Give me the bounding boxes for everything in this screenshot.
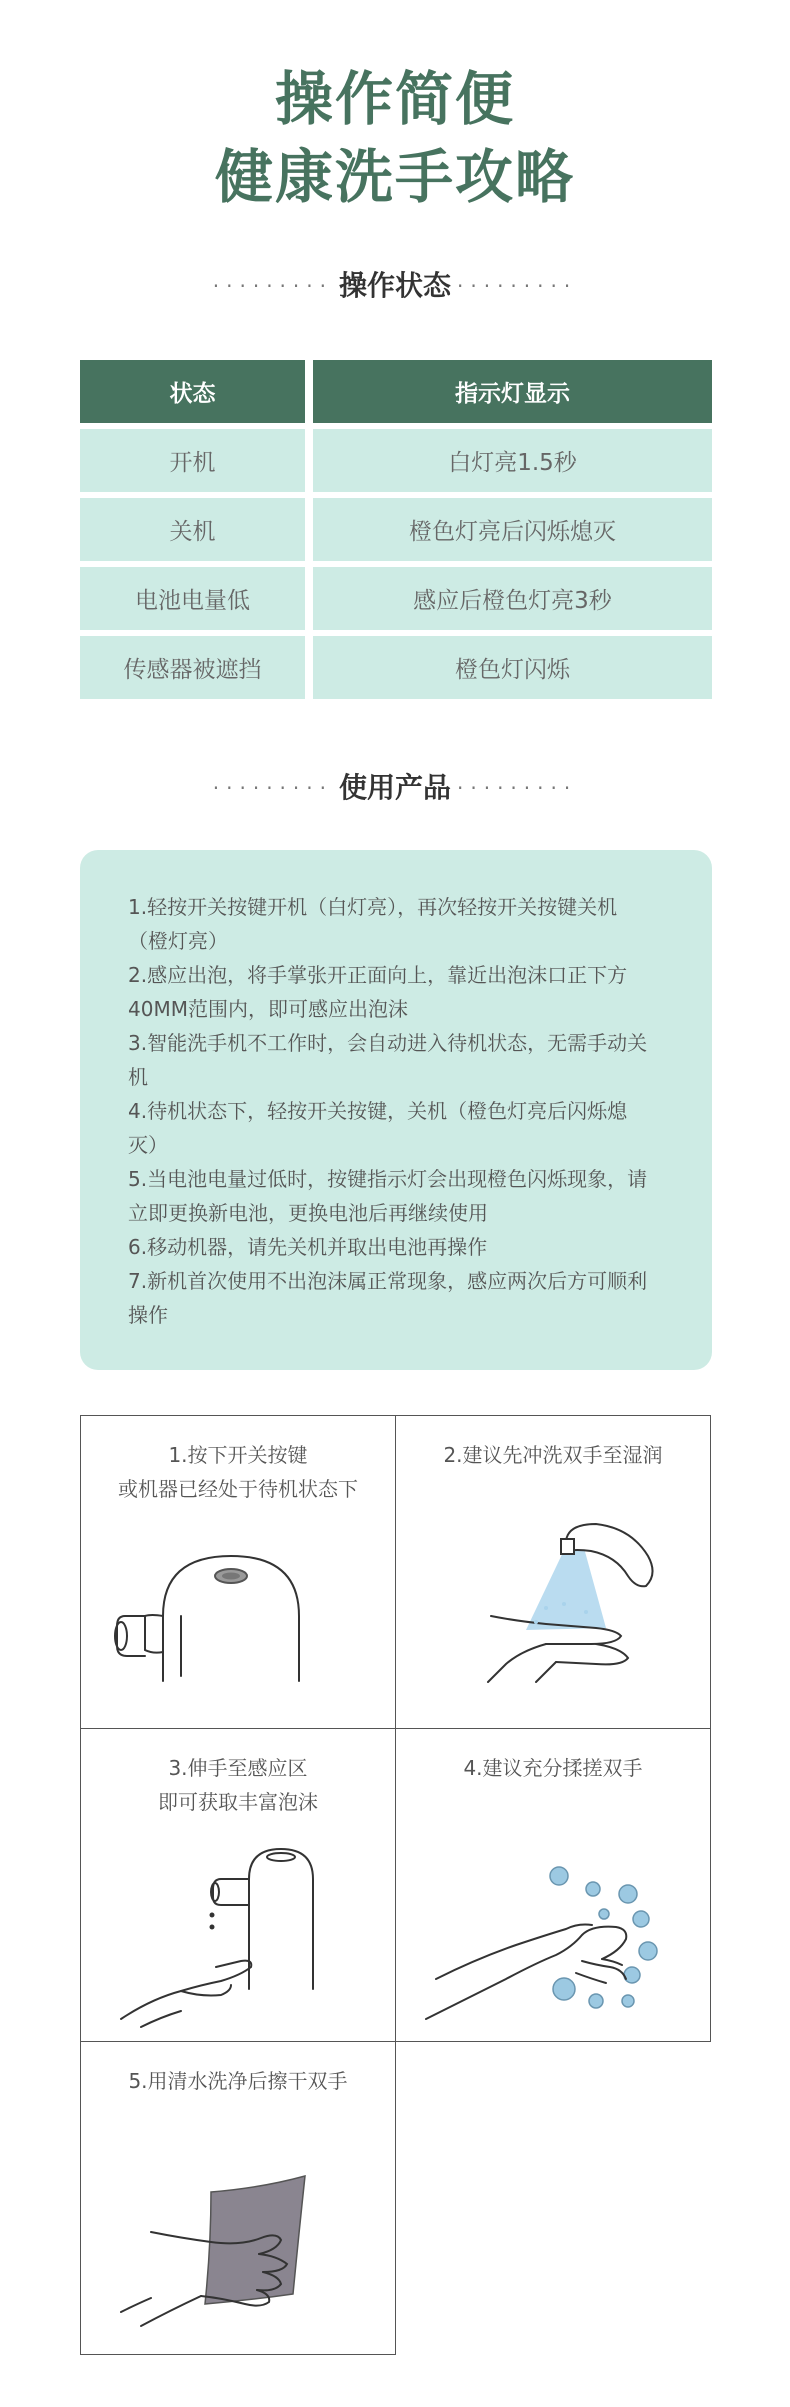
table-cell-indicator: 感应后橙色灯亮3秒 (313, 567, 712, 630)
hero-title-line-2: 健康洗手攻略 (214, 143, 575, 211)
usage-line: 7.新机首次使用不出泡沫属正常现象，感应两次后方可顺利 (128, 1269, 648, 1293)
table-cell-indicator: 白灯亮1.5秒 (313, 429, 712, 492)
section-label: 操作状态 (338, 269, 451, 302)
dots-left: ········· (212, 274, 333, 298)
step-caption-line: 5.用清水洗净后擦干双手 (128, 2069, 348, 2093)
table-cell-state: 电池电量低 (80, 567, 305, 630)
faucet-rinse-icon (396, 1416, 712, 1730)
steps-grid (80, 1415, 712, 2359)
table-row (80, 429, 712, 492)
table-row (80, 498, 712, 561)
usage-line: （橙灯亮） (128, 929, 228, 953)
step-5-card (80, 2041, 396, 2355)
step-caption-line: 1.按下开关按键 (168, 1443, 308, 1467)
step-1-card (80, 1415, 396, 1729)
usage-line: 机 (128, 1065, 148, 1089)
step-3-card (80, 1728, 396, 2042)
usage-line: 2.感应出泡，将手掌张开正面向上，靠近出泡沫口正下方 (128, 963, 628, 987)
step-caption-line: 2.建议先冲洗双手至湿润 (443, 1443, 663, 1467)
step-4-card (395, 1728, 711, 2042)
table-row (80, 567, 712, 630)
usage-line: 5.当电池电量过低时，按键指示灯会出现橙色闪烁现象，请 (128, 1167, 648, 1191)
hero-title (0, 60, 790, 216)
dispenser-button-icon (81, 1416, 397, 1730)
usage-line: 操作 (128, 1303, 168, 1327)
hand-under-dispenser-icon (81, 1729, 397, 2043)
section-title-usage (0, 770, 790, 806)
usage-line: 灭） (128, 1133, 168, 1157)
table-cell-state: 开机 (80, 429, 305, 492)
usage-instructions (80, 850, 712, 1370)
step-caption-line: 或机器已经处于待机状态下 (118, 1477, 358, 1501)
table-header-state: 状态 (80, 360, 305, 423)
table-header-row (80, 360, 712, 423)
table-cell-indicator: 橙色灯亮后闪烁熄灭 (313, 498, 712, 561)
section-title-status (0, 268, 790, 304)
usage-line: 6.移动机器，请先关机并取出电池再操作 (128, 1235, 488, 1259)
usage-line: 40MM范围内，即可感应出泡沫 (128, 997, 408, 1021)
table-cell-indicator: 橙色灯闪烁 (313, 636, 712, 699)
dots-left: ········· (212, 776, 333, 800)
table-row (80, 636, 712, 699)
table-cell-state: 传感器被遮挡 (80, 636, 305, 699)
usage-line: 立即更换新电池，更换电池后再继续使用 (128, 1201, 488, 1225)
step-caption-line: 3.伸手至感应区 (168, 1756, 308, 1780)
section-label: 使用产品 (338, 771, 451, 804)
towel-dry-icon (81, 2042, 397, 2356)
hero-title-line-1: 操作简便 (274, 65, 515, 133)
usage-line: 1.轻按开关按键开机（白灯亮），再次轻按开关按键关机 (128, 895, 618, 919)
table-header-indicator: 指示灯显示 (313, 360, 712, 423)
hands-lathering-icon (396, 1729, 712, 2043)
dots-right: ········· (457, 776, 578, 800)
dots-right: ········· (457, 274, 578, 298)
step-2-card (395, 1415, 711, 1729)
step-caption-line: 即可获取丰富泡沫 (158, 1790, 318, 1814)
table-cell-state: 关机 (80, 498, 305, 561)
usage-line: 4.待机状态下，轻按开关按键，关机（橙色灯亮后闪烁熄 (128, 1099, 628, 1123)
usage-line: 3.智能洗手机不工作时，会自动进入待机状态，无需手动关 (128, 1031, 648, 1055)
status-table (80, 360, 712, 705)
step-caption-line: 4.建议充分揉搓双手 (463, 1756, 643, 1780)
